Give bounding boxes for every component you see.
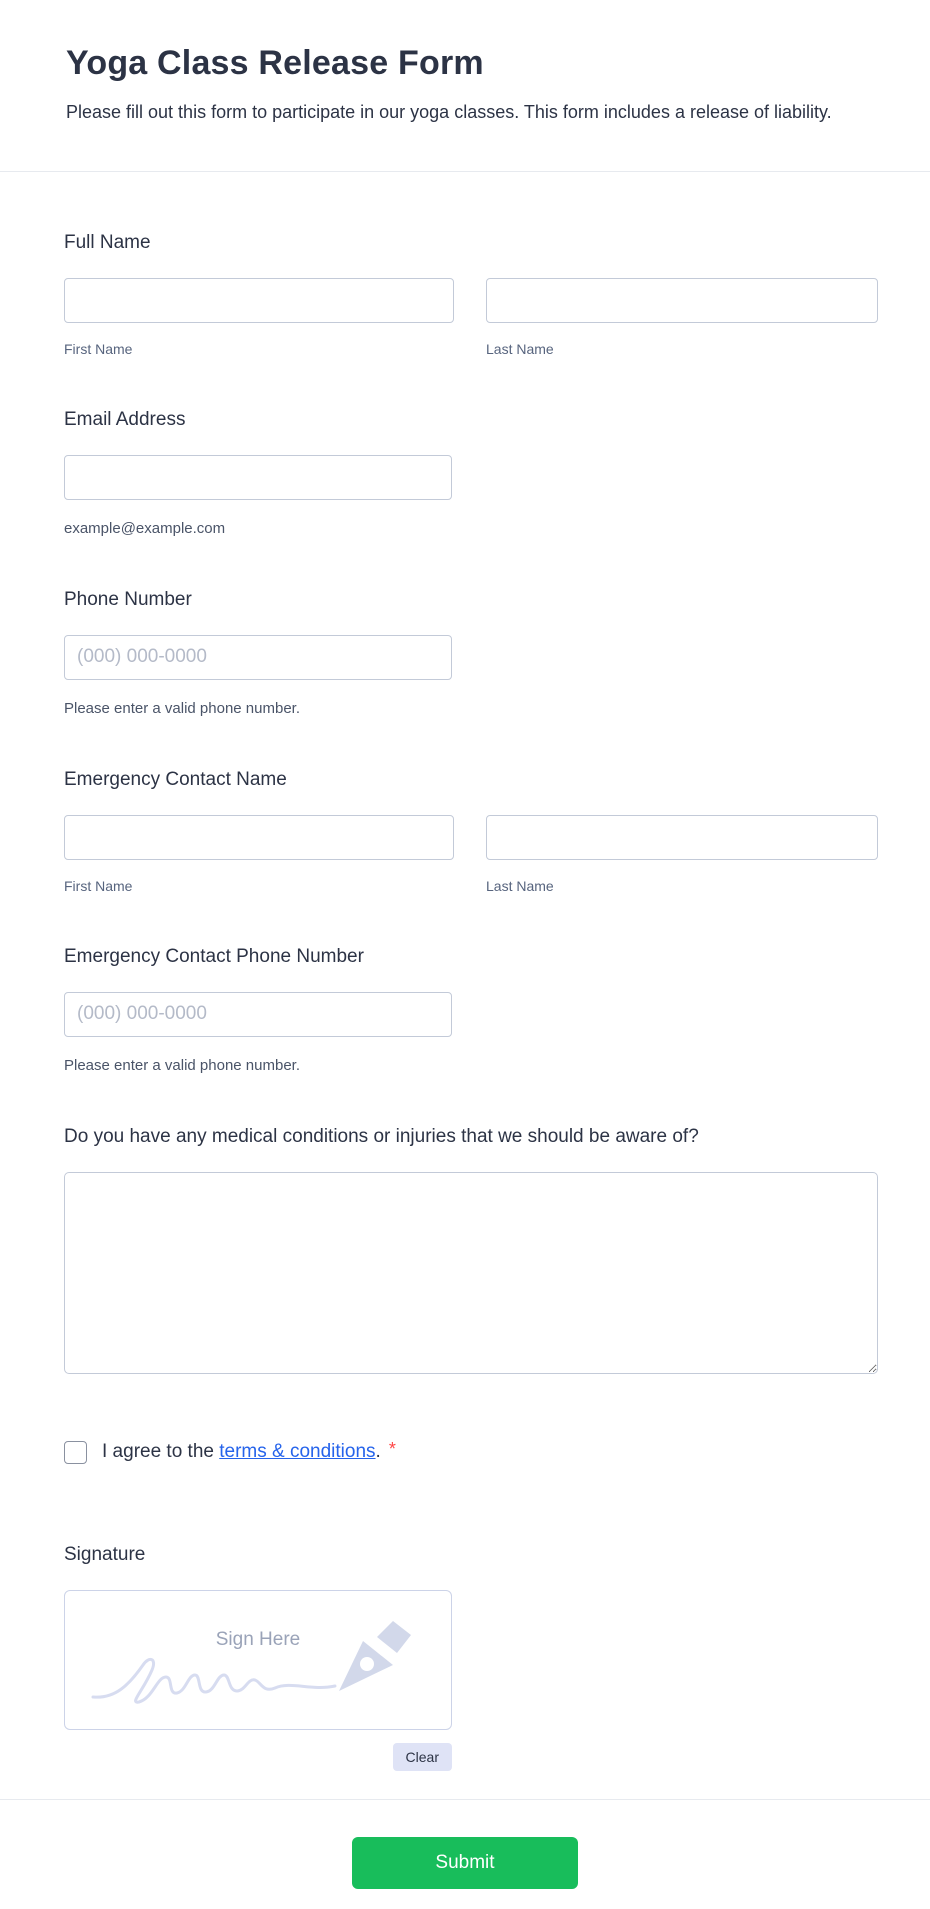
terms-checkbox[interactable] xyxy=(64,1441,87,1464)
phone-hint: Please enter a valid phone number. xyxy=(64,699,300,717)
emergency-phone-field xyxy=(64,946,878,1074)
terms-suffix-text: . xyxy=(375,1441,381,1462)
form-title: Yoga Class Release Form xyxy=(66,44,484,82)
form-header xyxy=(0,0,930,129)
emergency-phone-hint: Please enter a valid phone number. xyxy=(64,1056,300,1074)
submit-button[interactable]: Submit xyxy=(352,1837,578,1889)
sign-here-placeholder: Sign Here xyxy=(215,1628,301,1650)
emergency-name-row xyxy=(64,815,878,894)
full-name-field xyxy=(64,232,878,357)
first-name-input[interactable] xyxy=(64,278,454,323)
clear-signature-button[interactable]: Clear xyxy=(393,1743,452,1771)
medical-field xyxy=(64,1126,878,1379)
emergency-phone-input[interactable] xyxy=(64,992,452,1037)
signature-pad[interactable] xyxy=(64,1590,452,1730)
medical-textarea[interactable] xyxy=(64,1172,878,1374)
medical-label: Do you have any medical conditions or injuries that we should be aware of? xyxy=(64,1125,699,1147)
form-footer xyxy=(0,1800,930,1889)
phone-input[interactable] xyxy=(64,635,452,680)
email-field-block xyxy=(64,409,878,537)
emergency-first-name-input[interactable] xyxy=(64,815,454,860)
signature-label: Signature xyxy=(64,1543,146,1565)
signature-squiggle-art xyxy=(87,1609,431,1713)
email-hint: example@example.com xyxy=(64,519,226,537)
terms-prefix-text: I agree to the xyxy=(102,1441,220,1462)
required-asterisk: * xyxy=(388,1439,396,1459)
emergency-first-name-col xyxy=(64,815,454,894)
form-body xyxy=(0,172,930,1771)
emergency-last-name-col xyxy=(486,815,878,894)
full-name-row xyxy=(64,278,878,357)
full-name-label: Full Name xyxy=(64,231,151,253)
emergency-last-name-input[interactable] xyxy=(486,815,878,860)
first-name-sublabel: First Name xyxy=(64,340,133,357)
emergency-name-field xyxy=(64,769,878,894)
terms-field xyxy=(64,1441,878,1464)
signature-field xyxy=(64,1544,878,1771)
last-name-col xyxy=(486,278,878,357)
pen-nib-icon xyxy=(339,1621,411,1691)
emergency-phone-label: Emergency Contact Phone Number xyxy=(64,945,364,967)
clear-row xyxy=(64,1743,452,1771)
terms-conditions-link[interactable]: terms & conditions xyxy=(219,1441,376,1462)
emergency-last-name-sublabel: Last Name xyxy=(486,877,554,894)
phone-label: Phone Number xyxy=(64,588,192,610)
form-subtitle: Please fill out this form to participate in our yoga classes. This form includes a release of liability. xyxy=(66,102,832,122)
emergency-first-name-sublabel: First Name xyxy=(64,877,133,894)
phone-field-block xyxy=(64,589,878,717)
signature-wrap xyxy=(64,1590,452,1771)
emergency-name-label: Emergency Contact Name xyxy=(64,768,287,790)
terms-label xyxy=(102,1441,396,1463)
last-name-input[interactable] xyxy=(486,278,878,323)
email-input[interactable] xyxy=(64,455,452,500)
last-name-sublabel: Last Name xyxy=(486,340,554,357)
first-name-col xyxy=(64,278,454,357)
email-label: Email Address xyxy=(64,408,186,430)
